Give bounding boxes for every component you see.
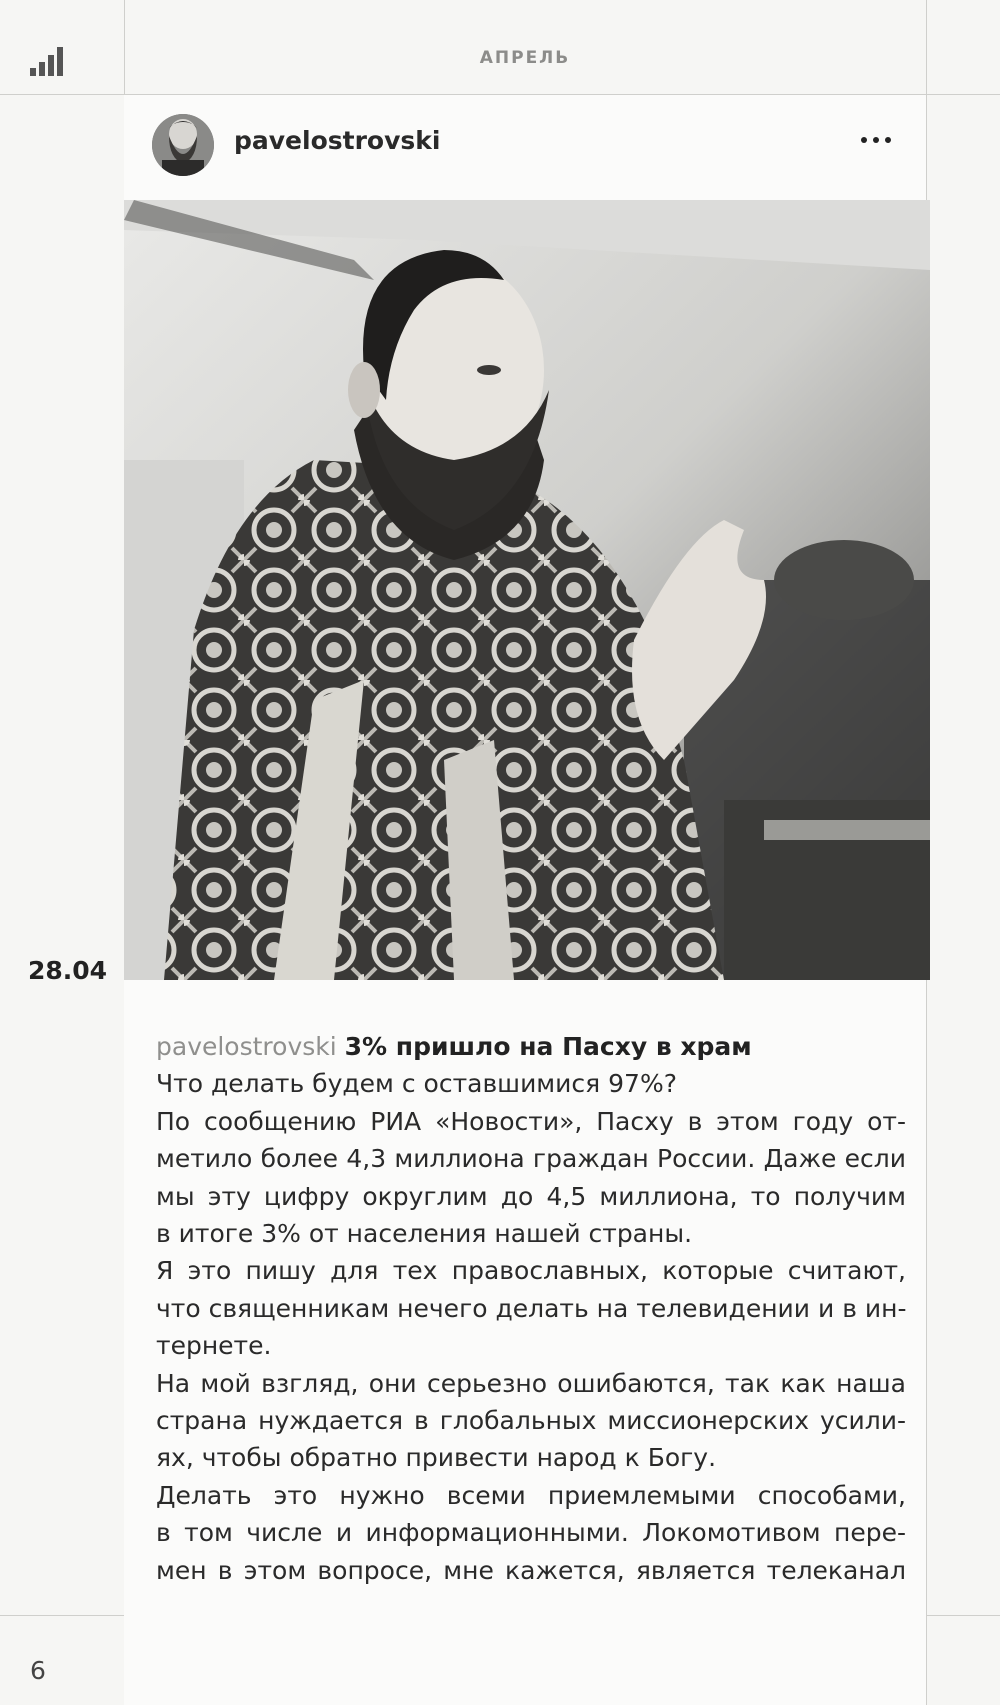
post-date: 28.04 (28, 956, 108, 985)
more-dots-icon[interactable] (858, 130, 898, 150)
caption-header-line (156, 1028, 906, 1065)
caption-line: метило более 4,3 миллиона граждан России. Даже если (156, 1144, 906, 1174)
post-photo[interactable] (124, 200, 930, 980)
post-caption (156, 1028, 906, 1589)
avatar[interactable] (152, 114, 214, 176)
caption-line: мен в этом вопросе, мне кажется, является телеканал (156, 1555, 906, 1585)
post-username[interactable]: pavelostrovski (234, 126, 441, 155)
caption-username[interactable]: pavelostrovski (156, 1032, 337, 1061)
caption-line: что священникам нечего делать на телевидении и в ин- (156, 1293, 907, 1323)
caption-line: в итоге 3% от населения нашей страны. (156, 1219, 693, 1249)
signal-bars-icon (30, 42, 70, 76)
caption-line: На мой взгляд, они серьезно ошибаются, так как наша (156, 1368, 906, 1398)
caption-line: ях, чтобы обратно привести народ к Богу. (156, 1443, 717, 1473)
caption-line: Что делать будем с оставшимися 97%? (156, 1069, 677, 1099)
caption-line: в том числе и информационными. Локомотивом пере- (156, 1518, 906, 1548)
caption-title: 3% пришло на Пасху в храм (344, 1032, 752, 1061)
caption-line: мы эту цифру округлим до 4,5 миллиона, то получим (156, 1181, 906, 1211)
caption-line: По сообщению РИА «Новости», Пасху в этом году от- (156, 1106, 906, 1136)
month-title: АПРЕЛЬ (479, 48, 571, 68)
page-number: 6 (30, 1656, 46, 1685)
caption-line: Делать это нужно всеми приемлемыми способами, (156, 1480, 906, 1510)
caption-line: страна нуждается в глобальных миссионерских усили- (156, 1406, 906, 1436)
caption-line: тернете. (156, 1331, 272, 1361)
caption-line: Я это пишу для тех православных, которые считают, (156, 1256, 906, 1286)
